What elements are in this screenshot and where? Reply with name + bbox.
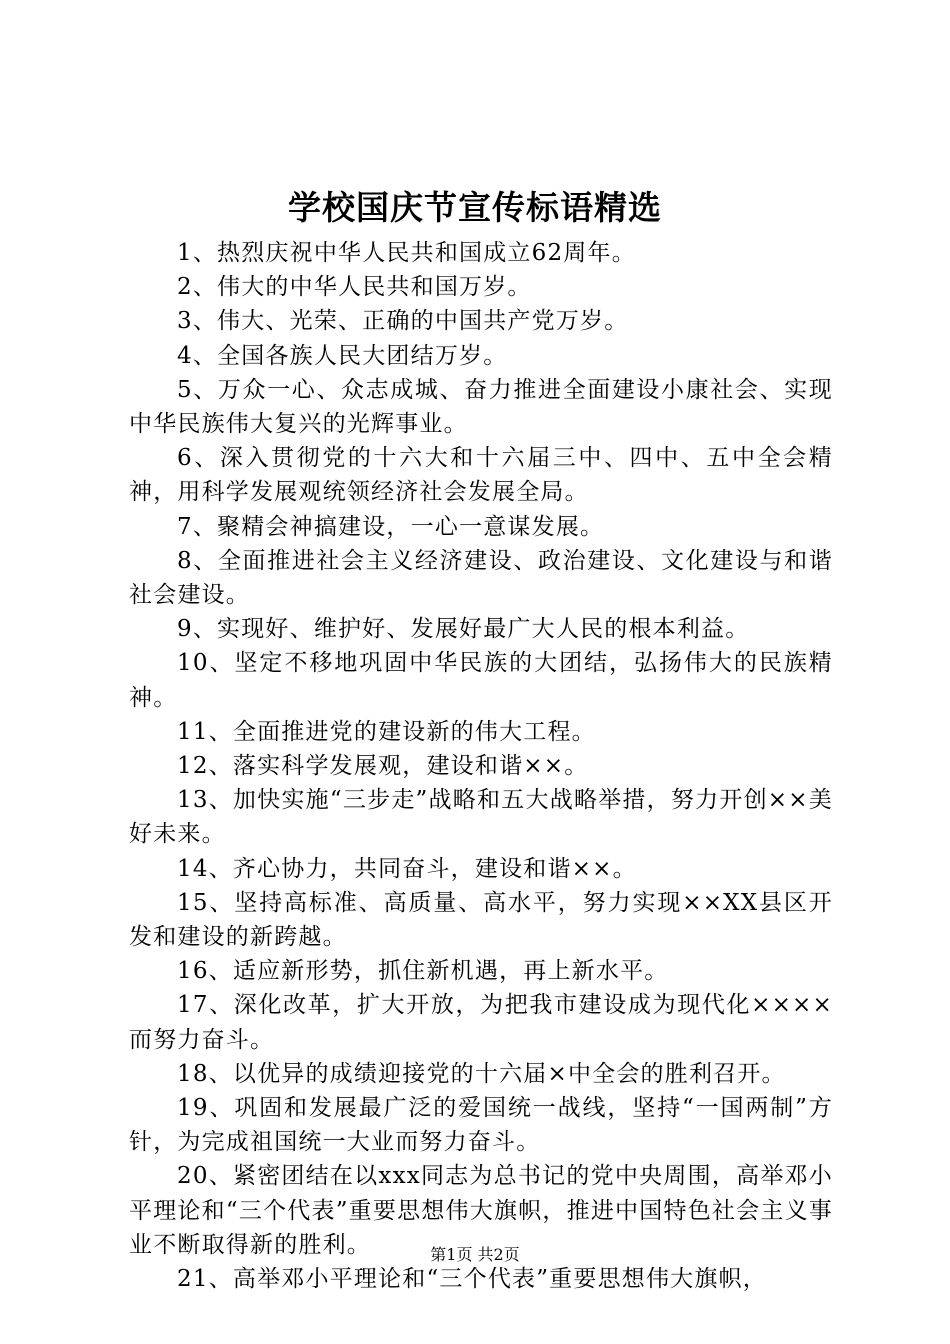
slogan-paragraph: 7、聚精会神搞建设，一心一意谋发展。 — [177, 513, 605, 540]
document-body — [129, 236, 833, 1296]
slogan-paragraph: 17、深化改革，扩大开放，为把我市建设成为现代化××××而努力奋斗。 — [129, 992, 833, 1053]
slogan-paragraph: 14、齐心协力，共同奋斗，建设和谐××。 — [177, 855, 637, 882]
slogan-paragraph: 2、伟大的中华人民共和国万岁。 — [177, 274, 532, 301]
slogan-paragraph: 8、全面推进社会主义经济建设、政治建设、文化建设与和谐社会建设。 — [129, 547, 833, 609]
slogan-paragraph: 20、紧密团结在以xxx同志为总书记的党中央周围，高举邓小平理论和“三个代表”重要思想伟大旗帜，推进中国特色社会主义事业不断取得新的胜利。 — [129, 1163, 833, 1258]
slogan-paragraph: 3、伟大、光荣、正确的中国共产党万岁。 — [177, 308, 629, 335]
slogan-paragraph: 6、深入贯彻党的十六大和十六届三中、四中、五中全会精神，用科学发展观统领经济社会发展全局。 — [129, 445, 833, 506]
slogan-paragraph: 10、坚定不移地巩固中华民族的大团结，弘扬伟大的民族精神。 — [129, 650, 833, 711]
page-number-footer: 第1页 共2页 — [430, 1245, 520, 1264]
slogan-paragraph: 9、实现好、维护好、发展好最广大人民的根本利益。 — [177, 616, 750, 643]
slogan-paragraph: 12、落实科学发展观，建设和谐××。 — [177, 753, 589, 780]
slogan-paragraph: 1、热烈庆祝中华人民共和国成立62周年。 — [177, 240, 636, 266]
slogan-paragraph: 11、全面推进党的建设新的伟大工程。 — [177, 718, 596, 745]
document-title: 学校国庆节宣传标语精选 — [288, 188, 662, 227]
slogan-paragraph: 5、万众一心、众志成城、奋力推进全面建设小康社会、实现中华民族伟大复兴的光辉事业。 — [129, 376, 833, 438]
slogan-paragraph: 21、高举邓小平理论和“三个代表”重要思想伟大旗帜， — [177, 1266, 767, 1293]
slogan-paragraph: 13、加快实施“三步走”战略和五大战略举措，努力开创××美好未来。 — [129, 787, 833, 848]
slogan-paragraph: 4、全国各族人民大团结万岁。 — [177, 342, 508, 369]
slogan-paragraph: 16、适应新形势，抓住新机遇，再上新水平。 — [177, 958, 669, 985]
slogan-paragraph: 18、以优异的成绩迎接党的十六届×中全会的胜利召开。 — [177, 1060, 786, 1087]
slogan-paragraph: 19、巩固和发展最广泛的爱国统一战线，坚持“一国两制”方针，为完成祖国统一大业而努力奋斗。 — [129, 1095, 833, 1156]
slogan-paragraph: 15、坚持高标准、高质量、高水平，努力实现××XX县区开发和建设的新跨越。 — [129, 889, 833, 951]
